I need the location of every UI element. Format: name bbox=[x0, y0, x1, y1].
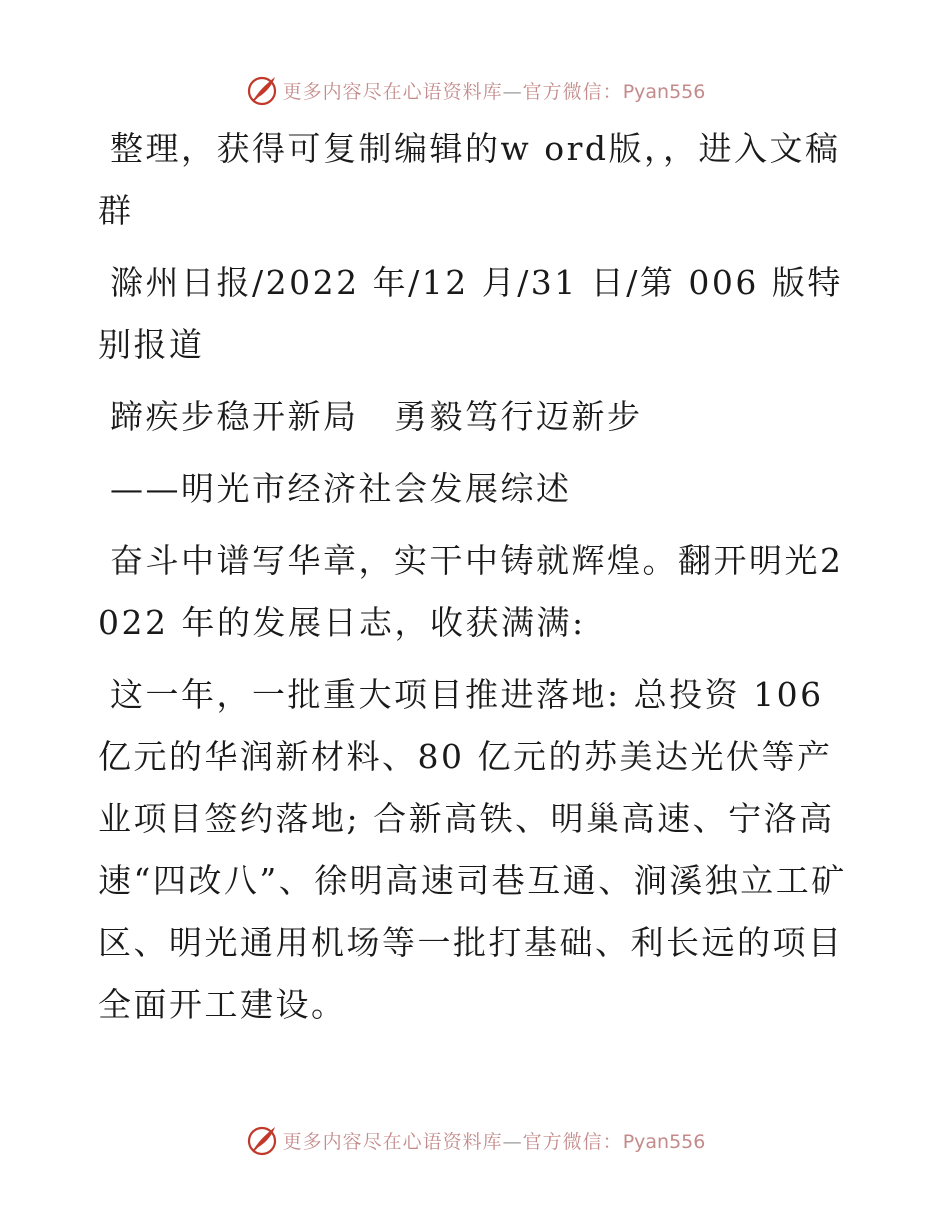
article-subtitle: ——明光市经济社会发展综述 bbox=[110, 469, 572, 508]
footer-watermark bbox=[0, 1120, 950, 1160]
source-line: 滁州日报/2022 年/12 月/31 日/第 006 版特别报道 bbox=[98, 263, 843, 364]
quill-pen-logo-icon bbox=[245, 73, 279, 107]
body-paragraph: 奋斗中谱写华章，实干中铸就辉煌。翻开明光2022 年的发展日志，收获满满: bbox=[98, 541, 844, 642]
document-body bbox=[98, 118, 858, 1046]
header-watermark bbox=[0, 70, 950, 110]
article-title: 蹄疾步稳开新局 勇毅笃行迈新步 bbox=[110, 397, 643, 436]
body-paragraph: 这一年，一批重大项目推进落地: 总投资 106 亿元的华润新材料、80 亿元的苏美达光伏等产业项目签约落地; 合新高铁、明巢高速、宁洛高速“四改八”、徐明高速司巷互通、涧溪独立工矿区、明光通用机场等一批打基础、利长远的项目全面开工建设。 bbox=[98, 675, 847, 1024]
watermark-text: 更多内容尽在心语资料库—官方微信：Pyan556 bbox=[282, 80, 706, 103]
watermark-text: 更多内容尽在心语资料库—官方微信：Pyan556 bbox=[282, 1130, 706, 1153]
quill-pen-logo-icon bbox=[245, 1123, 279, 1157]
note-paragraph: 整理，获得可复制编辑的w ord版，，进入文稿群 bbox=[98, 129, 841, 230]
